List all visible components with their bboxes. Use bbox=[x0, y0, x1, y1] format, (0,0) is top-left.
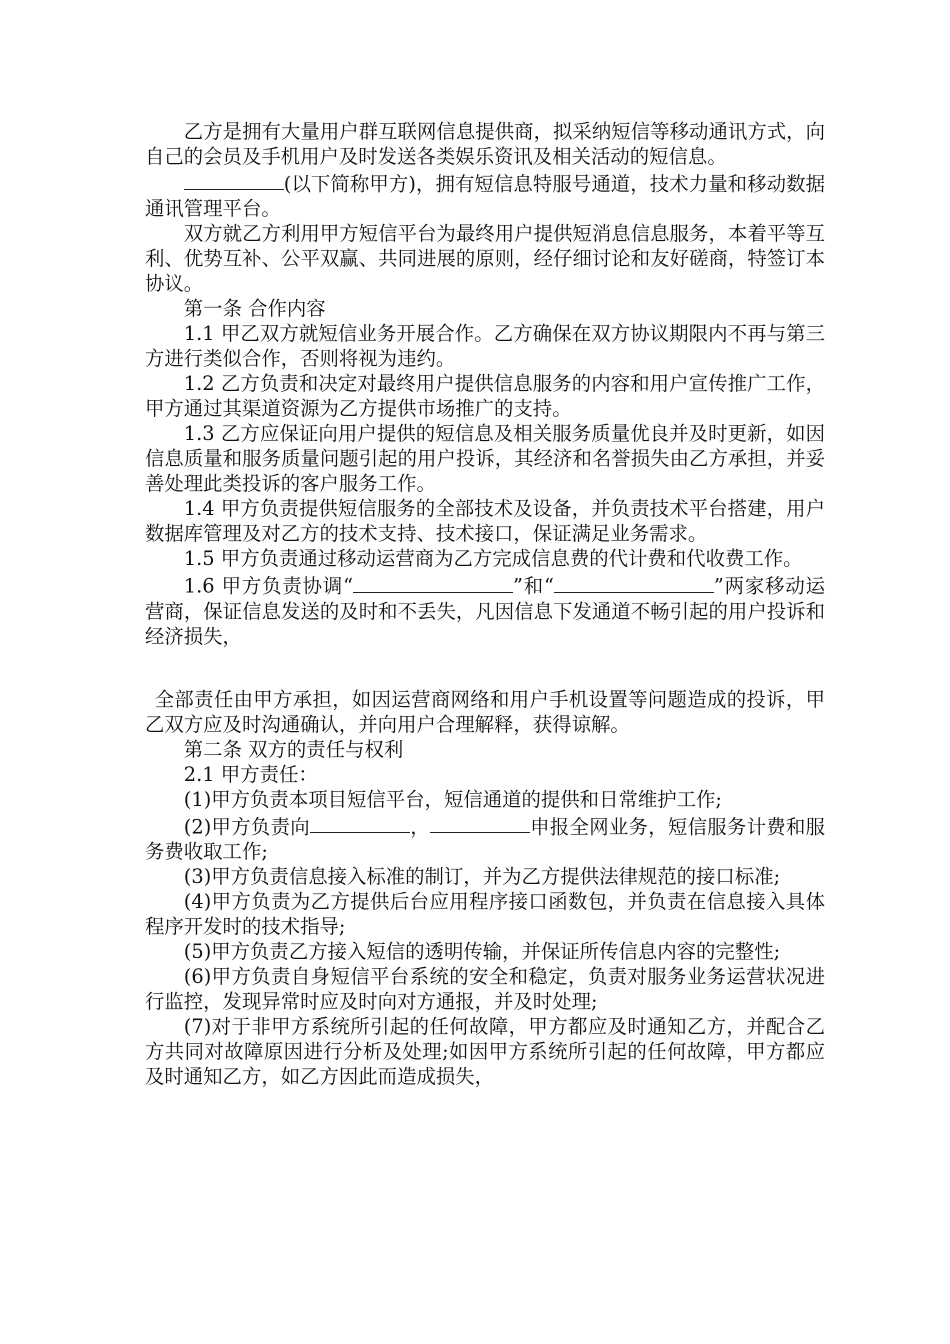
item-2 bbox=[145, 812, 825, 864]
item-2-rest: 申报全网业务，短信服务计费和服务费收取工作; bbox=[145, 815, 826, 864]
intro-paragraph-party-b: 乙方是拥有大量用户群互联网信息提供商，拟采纳短信等移动通讯方式，向自己的会员及手机用户及时发送各类娱乐资讯及相关活动的短信息。 bbox=[145, 120, 825, 168]
clause-2-1: 2.1 甲方责任： bbox=[183, 762, 318, 786]
party-a-name-blank[interactable] bbox=[184, 169, 284, 190]
operator-2-blank[interactable] bbox=[554, 571, 714, 592]
clause-1-1: 1.1 甲乙双方就短信业务开展合作。乙方确保在双方协议期限内不再与第三方进行类似合作，否则将视为违约。 bbox=[145, 322, 825, 371]
article-1-title: 第一条 合作内容 bbox=[183, 297, 326, 321]
operator-1-blank[interactable] bbox=[353, 571, 513, 592]
clause-1-6-continued: 全部责任由甲方承担，如因运营商网络和用户手机设置等问题造成的投诉，甲乙双方应及时沟通确认，并向用户合理解释，获得谅解。 bbox=[145, 687, 825, 736]
intro-paragraph-purpose: 双方就乙方利用甲方短信平台为最终用户提供短消息信息服务，本着平等互利、优势互补、公平双赢、共同进展的原则，经仔细讨论和友好磋商，特签订本协议。 bbox=[145, 222, 825, 296]
item-2-lead: (2)甲方负责向 bbox=[183, 815, 310, 839]
clause-1-6-and: ”和“ bbox=[512, 574, 554, 598]
item-2-comma: ， bbox=[409, 815, 430, 839]
paragraph-gap bbox=[145, 649, 825, 687]
clause-1-6-rest: ”两家移动运营商，保证信息发送的及时和不丢失，凡因信息下发通道不畅引起的用户投诉和经济损失， bbox=[145, 574, 826, 648]
authority-1-blank[interactable] bbox=[310, 812, 410, 833]
clause-1-5: 1.5 甲方负责通过移动运营商为乙方完成信息费的代计费和代收费工作。 bbox=[183, 547, 803, 571]
document-page bbox=[145, 119, 825, 1089]
item-4: (4)甲方负责为乙方提供后台应用程序接口函数包，并负责在信息接入具体程序开发时的技术指导; bbox=[145, 890, 825, 939]
item-5: (5)甲方负责乙方接入短信的透明传输，并保证所传信息内容的完整性; bbox=[183, 940, 781, 964]
item-6: (6)甲方负责自身短信平台系统的安全和稳定，负责对服务业务运营状况进行监控，发现异常时应及时向对方通报，并及时处理; bbox=[145, 965, 825, 1014]
clause-1-6 bbox=[145, 571, 825, 648]
item-1: (1)甲方负责本项目短信平台，短信通道的提供和日常维护工作; bbox=[183, 787, 722, 811]
party-a-description: (以下简称甲方)，拥有短信息特服号通道，技术力量和移动数据通讯管理平台。 bbox=[145, 172, 825, 221]
clause-1-3: 1.3 乙方应保证向用户提供的短信息及相关服务质量优良并及时更新，如因信息质量和服务质量问题引起的用户投诉，其经济和名誉损失由乙方承担，并妥善处理此类投诉的客户服务工作。 bbox=[145, 422, 825, 496]
item-7: (7)对于非甲方系统所引起的任何故障，甲方都应及时通知乙方，并配合乙方共同对故障原因进行分析及处理;如因甲方系统所引起的任何故障，甲方都应及时通知乙方，如乙方因此而造成损失， bbox=[145, 1015, 825, 1089]
article-2-title: 第二条 双方的责任与权利 bbox=[183, 737, 404, 761]
clause-1-2: 1.2 乙方负责和决定对最终用户提供信息服务的内容和用户宣传推广工作，甲方通过其渠道资源为乙方提供市场推广的支持。 bbox=[145, 372, 825, 421]
authority-2-blank[interactable] bbox=[430, 812, 530, 833]
clause-1-6-lead: 1.6 甲方负责协调“ bbox=[183, 574, 353, 598]
intro-paragraph-party-a bbox=[145, 169, 825, 221]
item-3: (3)甲方负责信息接入标准的制订，并为乙方提供法律规范的接口标准; bbox=[183, 865, 781, 889]
clause-1-4: 1.4 甲方负责提供短信服务的全部技术及设备，并负责技术平台搭建，用户数据库管理及对乙方的技术支持、技术接口，保证满足业务需求。 bbox=[145, 497, 825, 546]
